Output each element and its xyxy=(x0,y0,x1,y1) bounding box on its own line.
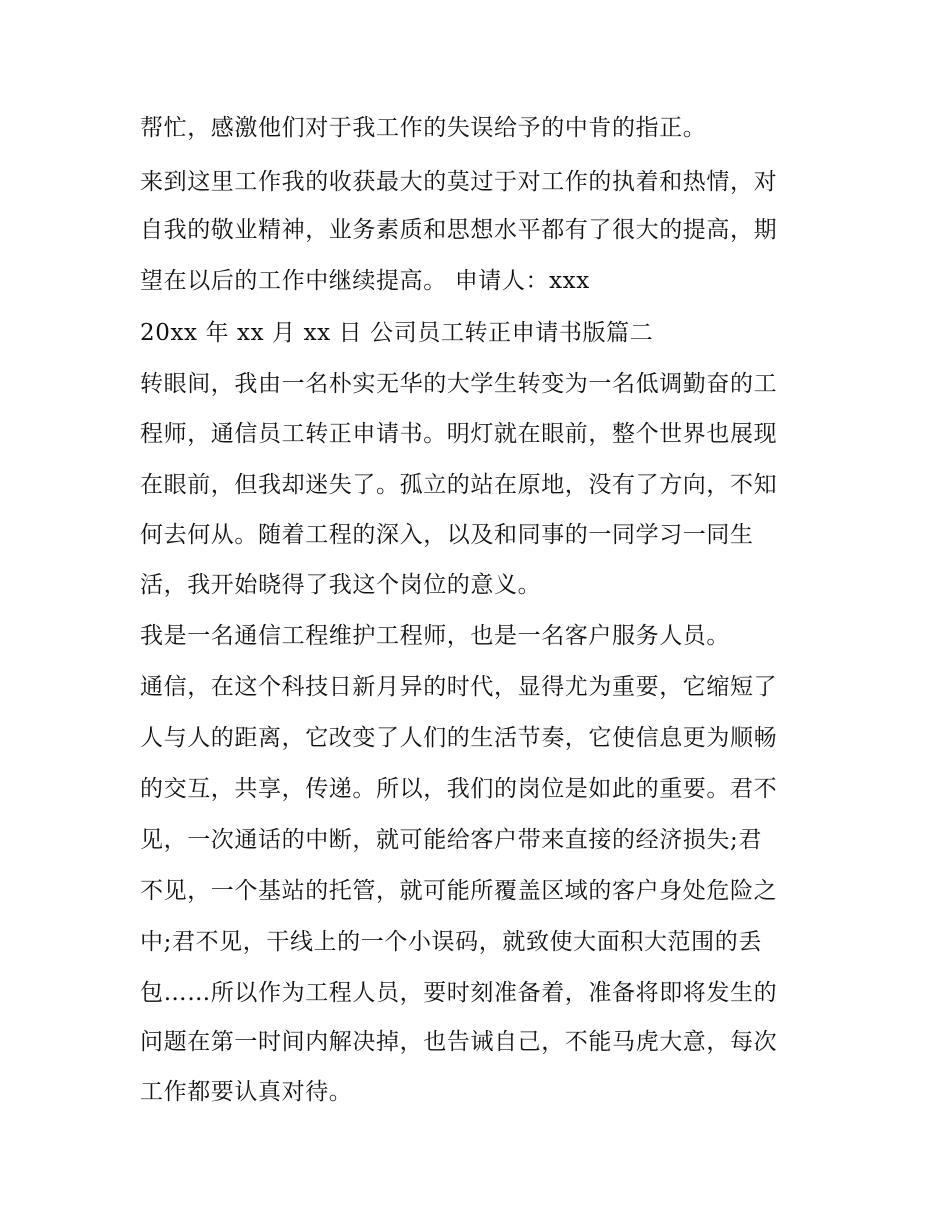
text-line: 自我的敬业精神，业务素质和思想水平都有了很大的提高，期 xyxy=(140,217,778,243)
text-line: 包……所以作为工程人员，要时刻准备着，准备将即将发生的 xyxy=(140,980,778,1006)
text-line: 在眼前，但我却迷失了。孤立的站在原地，没有了方向，不知 xyxy=(140,472,778,498)
text-line: 20xx 年 xx 月 xx 日 公司员工转正申请书版篇二 xyxy=(140,320,654,346)
text-line: 见，一次通话的中断，就可能给客户带来直接的经济损失;君 xyxy=(140,827,762,853)
text-line: 活，我开始晓得了我这个岗位的意义。 xyxy=(140,572,542,598)
text-line: 程师，通信员工转正申请书。明灯就在眼前，整个世界也展现 xyxy=(140,421,778,447)
text-line: 问题在第一时间内解决掉，也告诫自己，不能马虎大意，每次 xyxy=(140,1029,778,1055)
text-line: 中;君不见，干线上的一个小误码，就致使大面积大范围的丢 xyxy=(140,929,762,955)
text-line: 帮忙，感激他们对于我工作的失误给予的中肯的指正。 xyxy=(140,115,707,141)
text-line: 何去何从。随着工程的深入，以及和同事的一同学习一同生 xyxy=(140,522,754,548)
text-line: 通信，在这个科技日新月异的时代，显得尤为重要，它缩短了 xyxy=(140,674,778,700)
text-line: 不见，一个基站的托管，就可能所覆盖区域的客户身处危险之 xyxy=(140,878,778,904)
text-line: 转眼间，我由一名朴实无华的大学生转变为一名低调勤奋的工 xyxy=(140,371,778,397)
text-line: 的交互，共享，传递。所以，我们的岗位是如此的重要。君不 xyxy=(140,776,778,802)
text-line: 人与人的距离，它改变了人们的生活节奏，它使信息更为顺畅 xyxy=(140,725,778,751)
text-line: 望在以后的工作中继续提高。 申请人：xxx xyxy=(140,268,590,294)
text-line: 来到这里工作我的收获最大的莫过于对工作的执着和热情，对 xyxy=(140,169,778,195)
text-line: 工作都要认真对待。 xyxy=(140,1079,353,1105)
text-line: 我是一名通信工程维护工程师，也是一名客户服务人员。 xyxy=(140,623,730,649)
